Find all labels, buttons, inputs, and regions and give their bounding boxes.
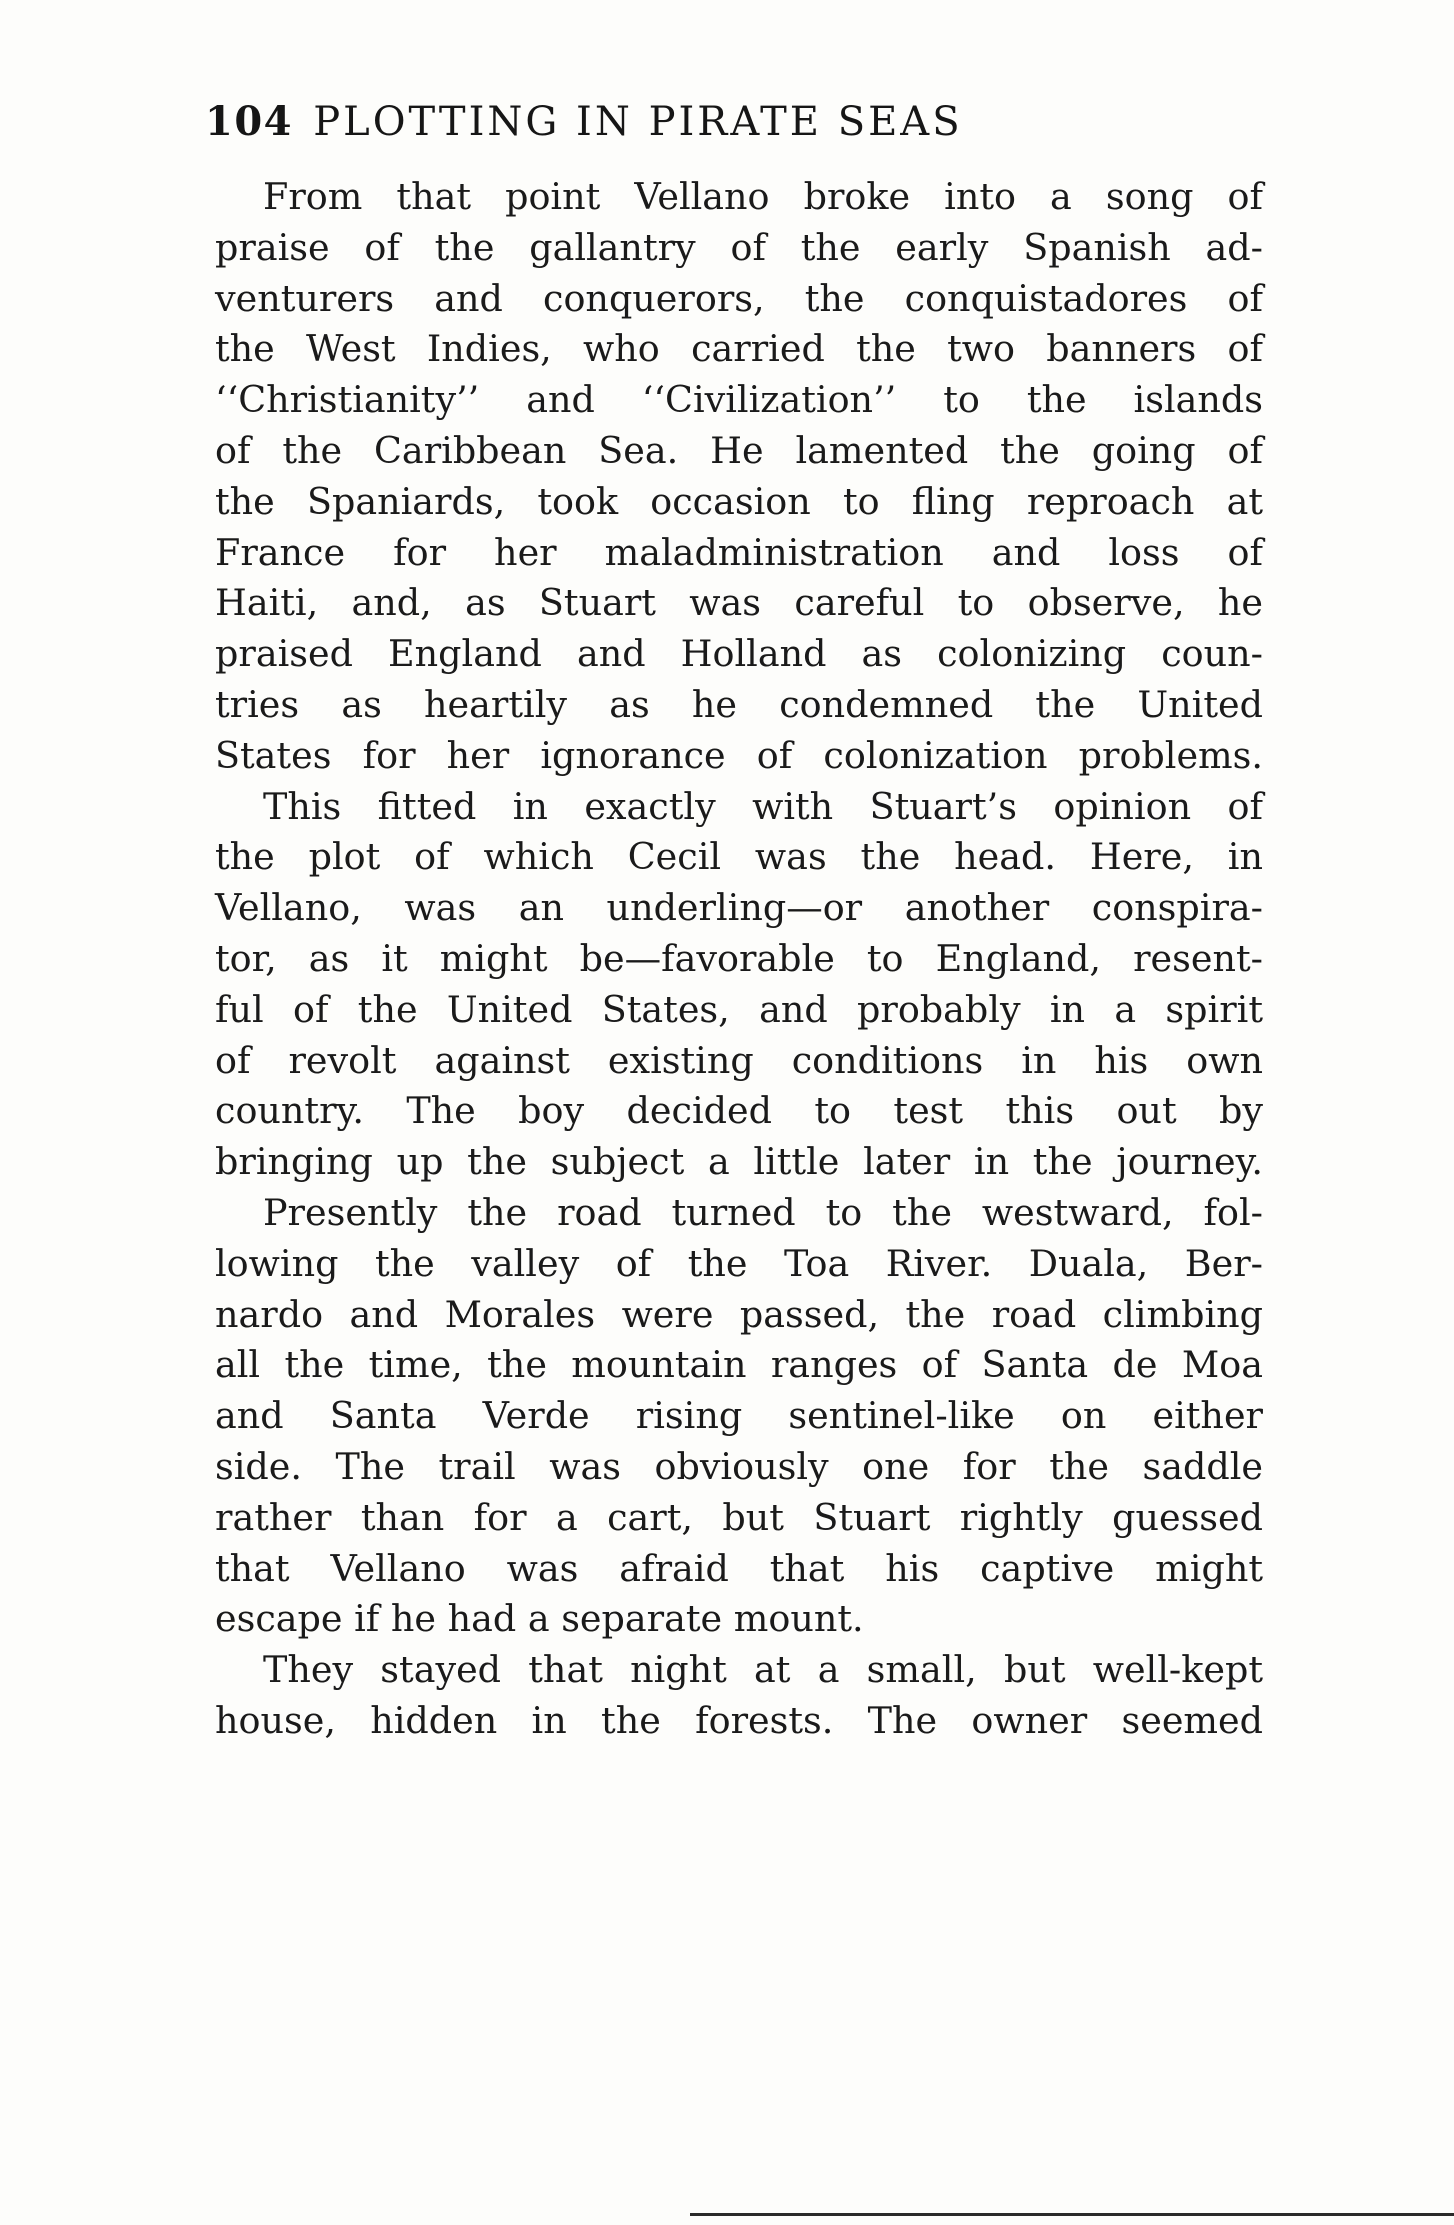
- text-line: France for her maladministration and loss of: [215, 530, 1263, 574]
- paragraph-3: [215, 1188, 1263, 1645]
- text-line: house, hidden in the forests. The owner seemed: [215, 1698, 1263, 1742]
- page-number: 104: [205, 98, 293, 145]
- text-line: nardo and Morales were passed, the road climbing: [215, 1292, 1263, 1336]
- text-line: side. The trail was obviously one for the saddle: [215, 1444, 1263, 1488]
- text-line: that Vellano was afraid that his captive might: [215, 1546, 1263, 1590]
- running-head: [205, 92, 1265, 152]
- text-line: They stayed that night at a small, but well-kept: [263, 1648, 1263, 1692]
- text-line: praised England and Holland as colonizing coun-: [215, 632, 1263, 676]
- paragraph-2: [215, 782, 1263, 1188]
- text-line: all the time, the mountain ranges of Santa de Moa: [215, 1343, 1263, 1387]
- paragraph-4: [215, 1645, 1263, 1747]
- bottom-rule: [690, 2213, 1454, 2216]
- text-line: Presently the road turned to the westward, fol-: [263, 1190, 1263, 1234]
- book-title: PLOTTING IN PIRATE SEAS: [313, 99, 963, 145]
- text-line: and Santa Verde rising sentinel-like on either: [215, 1394, 1263, 1438]
- text-line: venturers and conquerors, the conquistadores of: [215, 276, 1263, 320]
- text-line: tries as heartily as he condemned the United: [215, 682, 1263, 726]
- text-line: of the Caribbean Sea. He lamented the going of: [215, 428, 1263, 472]
- text-line: of revolt against existing conditions in his own: [215, 1038, 1263, 1082]
- text-line: the plot of which Cecil was the head. Here, in: [215, 835, 1263, 879]
- paragraph-1: [215, 172, 1263, 782]
- text-line: country. The boy decided to test this out by: [215, 1089, 1263, 1133]
- text-line: tor, as it might be—favorable to England, resent-: [215, 936, 1263, 980]
- text-line: ful of the United States, and probably in a spirit: [215, 987, 1263, 1031]
- text-line: States for her ignorance of colonization problems.: [215, 733, 1263, 777]
- text-line: ‘‘Christianity’’ and ‘‘Civilization’’ to the islands: [215, 378, 1263, 422]
- text-line: Haiti, and, as Stuart was careful to observe, he: [215, 581, 1263, 625]
- text-line: From that point Vellano broke into a song of: [263, 175, 1263, 218]
- body-text: [215, 172, 1263, 1747]
- text-line: This fitted in exactly with Stuart’s opinion of: [263, 784, 1263, 828]
- text-line: rather than for a cart, but Stuart rightly guessed: [215, 1495, 1263, 1539]
- text-line: escape if he had a separate mount.: [215, 1597, 864, 1641]
- text-line: Vellano, was an underling—or another conspira-: [215, 886, 1263, 930]
- text-line: bringing up the subject a little later in the journey.: [215, 1140, 1263, 1184]
- text-line: the Spaniards, took occasion to fling reproach at: [215, 479, 1263, 523]
- text-line: praise of the gallantry of the early Spanish ad-: [215, 225, 1263, 269]
- text-line: the West Indies, who carried the two banners of: [215, 327, 1263, 371]
- text-line: lowing the valley of the Toa River. Duala, Ber-: [215, 1241, 1263, 1285]
